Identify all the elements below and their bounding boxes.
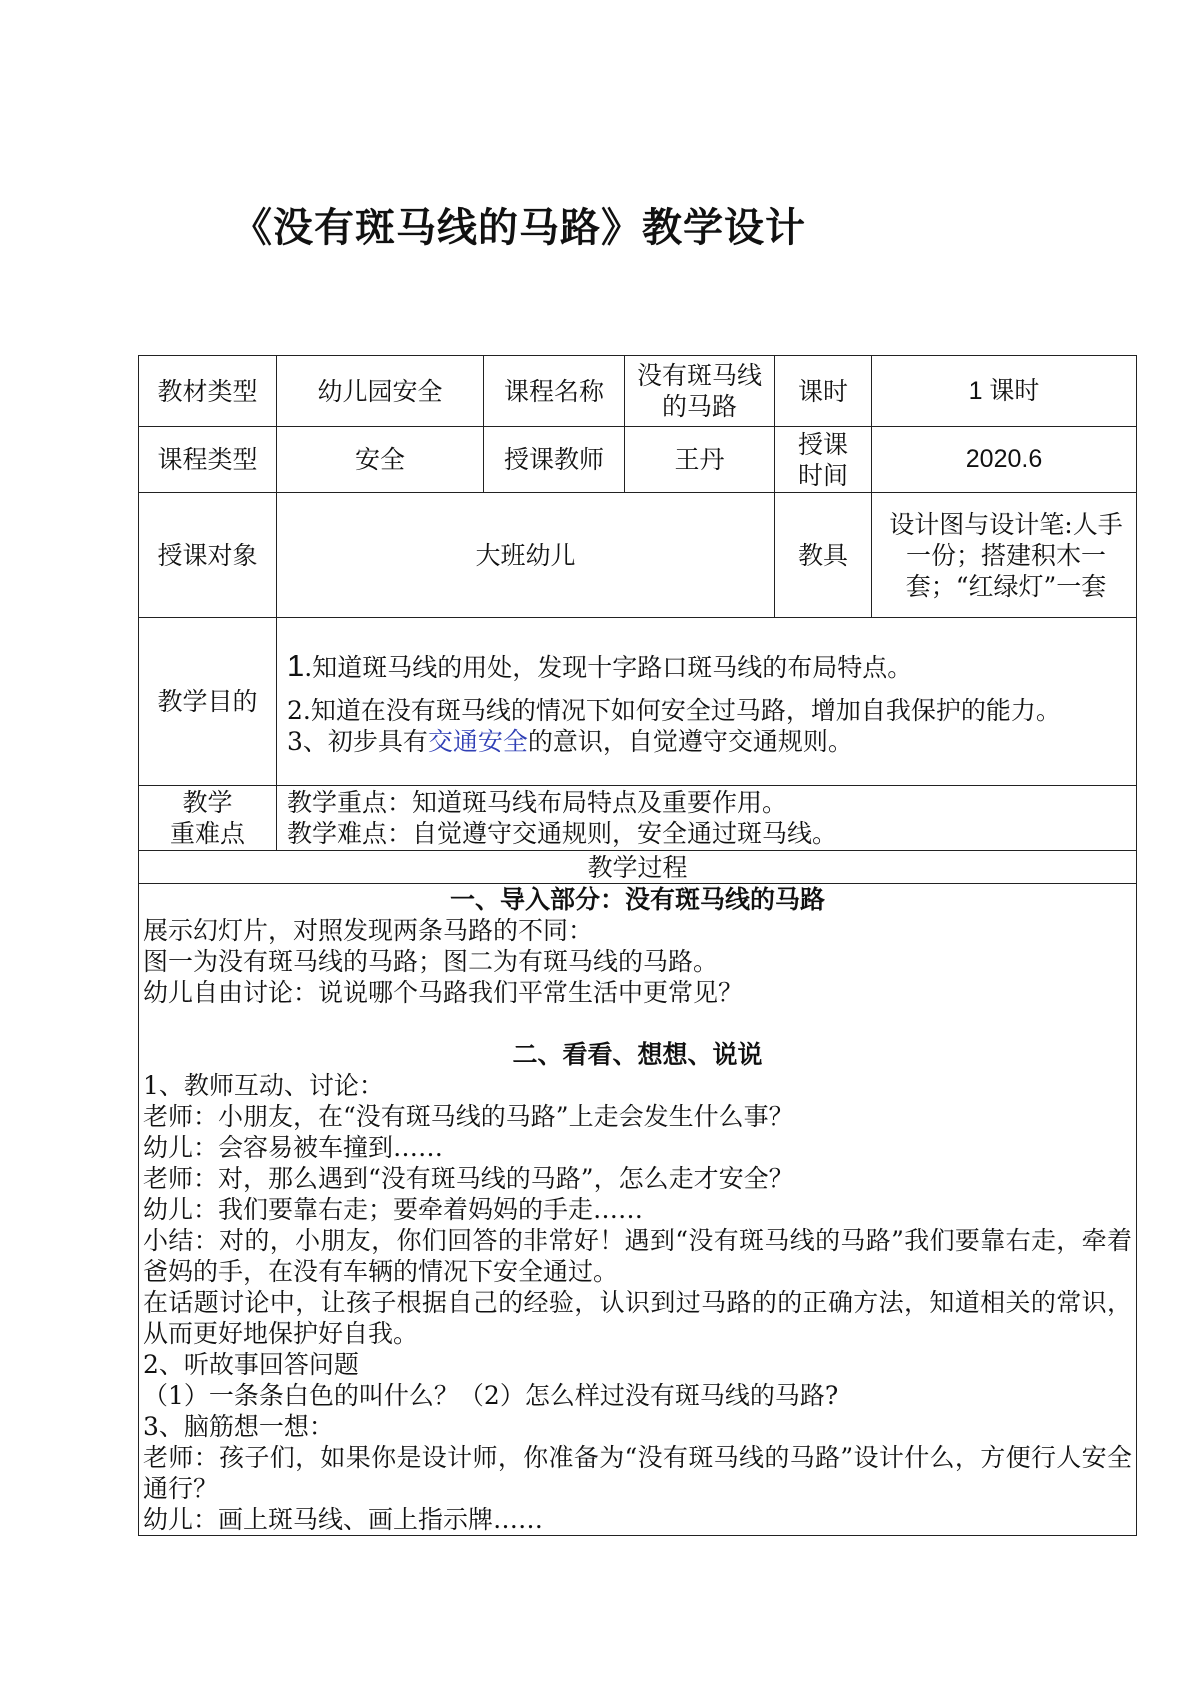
section2-line: 幼儿：画上斑马线、画上指示牌……: [143, 1505, 544, 1534]
section2-line: 2、听故事回答问题: [143, 1350, 359, 1379]
section1-line: 展示幻灯片，对照发现两条马路的不同：: [143, 916, 594, 945]
audience-value: 大班幼儿: [277, 493, 775, 618]
tools-value: 设计图与设计笔:人手一份；搭建积木一套；“红绿灯”一套: [872, 493, 1137, 618]
objective-item-2: 2.知道在没有斑马线的情况下如何安全过马路，增加自我保护的能力。: [287, 696, 1061, 725]
section2-heading: 二、看看、想想、说说: [512, 1040, 763, 1069]
table-row: [139, 851, 1137, 884]
teacher-value: 王丹: [625, 427, 775, 493]
objective-item-3-prefix: 3、初步具有: [287, 727, 428, 756]
objective-item-3-suffix: 的意识，自觉遵守交通规则。: [527, 727, 853, 756]
section2-line: 幼儿：会容易被车撞到……: [143, 1133, 444, 1162]
section1-line: 图一为没有斑马线的马路；图二为有斑马线的马路。: [143, 947, 719, 976]
course-name-label: 课程名称: [484, 356, 625, 427]
teaching-difficulty: 教学难点：自觉遵守交通规则，安全通过斑马线。: [287, 819, 838, 848]
tools-label: 教具: [775, 493, 872, 618]
section1-line: 幼儿自由讨论：说说哪个马路我们平常生活中更常见？: [143, 978, 744, 1007]
section2-line: 小结：对的，小朋友，你们回答的非常好！遇到“没有斑马线的马路”我们要靠右走，牵着爸妈的手，在没有车辆的情况下安全通过。: [143, 1226, 1132, 1286]
course-type-label: 课程类型: [139, 427, 277, 493]
objective-item-1-text: .知道斑马线的用处，发现十字路口斑马线的布局特点。: [304, 653, 913, 682]
section2-line: 在话题讨论中，让孩子根据自己的经验，认识到过马路的的正确方法，知道相关的常识，从而更好地保护好自我。: [143, 1288, 1132, 1348]
document-title: 《没有斑马线的马路》教学设计: [232, 205, 806, 251]
key-points-label-line2: 重难点: [169, 819, 245, 848]
teacher-label: 授课教师: [484, 427, 625, 493]
section2-line: 1、教师互动、讨论：: [143, 1071, 384, 1100]
material-type-value: 幼儿园安全: [277, 356, 484, 427]
material-type-label: 教材类型: [139, 356, 277, 427]
table-row: [139, 618, 1137, 786]
key-points-content: [277, 786, 1137, 851]
section2-line: 老师：对，那么遇到“没有斑马线的马路”，怎么走才安全？: [143, 1164, 794, 1193]
section2-line: 老师：孩子们，如果你是设计师，你准备为“没有斑马线的马路”设计什么，方便行人安全通行？: [143, 1443, 1132, 1503]
key-points-label: [139, 786, 277, 851]
table-row: [139, 356, 1137, 427]
process-content: [139, 884, 1137, 1536]
process-label: 教学过程: [139, 851, 1137, 884]
objective-item-1: [287, 650, 1128, 683]
audience-label: 授课对象: [139, 493, 277, 618]
course-name-value: 没有斑马线的马路: [625, 356, 775, 427]
traffic-safety-link[interactable]: 交通安全: [427, 727, 528, 756]
objective-item-1-number: 1: [287, 648, 305, 683]
section2-line: 3、脑筋想一想：: [143, 1412, 334, 1441]
key-points-label-line1: 教学: [182, 788, 233, 817]
section1-heading: 一、导入部分：没有斑马线的马路: [449, 885, 825, 914]
time-label: 授课时间: [775, 427, 872, 493]
objectives-label: 教学目的: [139, 618, 277, 786]
section2-line: 幼儿：我们要靠右走；要牵着妈妈的手走……: [143, 1195, 644, 1224]
blank-line: [143, 1008, 1132, 1039]
section2-line: 老师：小朋友，在“没有斑马线的马路”上走会发生什么事？: [143, 1102, 794, 1131]
objectives-content: [277, 618, 1137, 786]
teaching-focus: 教学重点：知道斑马线布局特点及重要作用。: [287, 788, 788, 817]
table-row: [139, 884, 1137, 1536]
class-hours-value: 1 课时: [872, 356, 1137, 427]
table-row: [139, 427, 1137, 493]
table-row: [139, 786, 1137, 851]
objective-item-3: [287, 726, 1128, 757]
course-type-value: 安全: [277, 427, 484, 493]
class-hours-label: 课时: [775, 356, 872, 427]
lesson-plan-table: [138, 355, 1137, 1536]
section2-line: （1）一条条白色的叫什么？（2）怎么样过没有斑马线的马路?: [143, 1381, 839, 1410]
time-value: 2020.6: [872, 427, 1137, 493]
table-row: [139, 493, 1137, 618]
